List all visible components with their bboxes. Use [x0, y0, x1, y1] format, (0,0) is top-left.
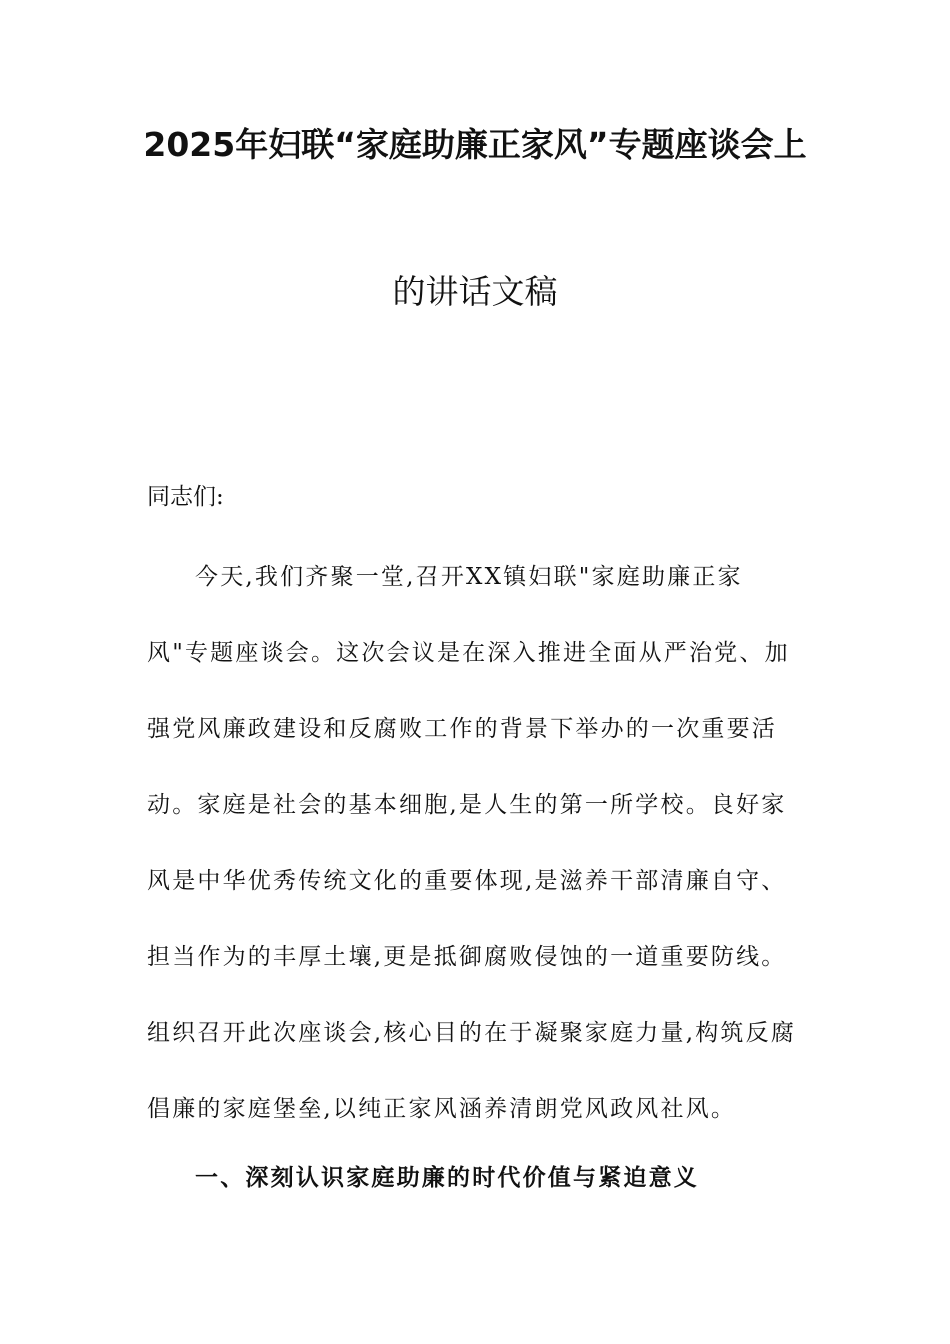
paragraph-line: 组织召开此次座谈会,核心目的在于凝聚家庭力量,构筑反腐 — [147, 1020, 797, 1046]
salutation: 同志们: — [147, 484, 224, 510]
document-title-line-1: 2025年妇联“家庭助廉正家风”专题座谈会上 — [143, 125, 807, 164]
paragraph-line: 风"专题座谈会。这次会议是在深入推进全面从严治党、加 — [147, 640, 790, 666]
section-heading: 一、深刻认识家庭助廉的时代价值与紧迫意义 — [195, 1164, 699, 1191]
paragraph-line: 强党风廉政建设和反腐败工作的背景下举办的一次重要活 — [147, 716, 777, 742]
paragraph-line: 风是中华优秀传统文化的重要体现,是滋养干部清廉自守、 — [147, 868, 787, 894]
paragraph-line: 担当作为的丰厚土壤,更是抵御腐败侵蚀的一道重要防线。 — [147, 944, 787, 970]
document-title-line-2: 的讲话文稿 — [392, 272, 558, 311]
paragraph-line: 倡廉的家庭堡垒,以纯正家风涵养清朗党风政风社风。 — [147, 1096, 737, 1122]
paragraph-line: 动。家庭是社会的基本细胞,是人生的第一所学校。良好家 — [147, 792, 787, 818]
paragraph-line: 今天,我们齐聚一堂,召开XX镇妇联"家庭助廉正家 — [195, 564, 743, 590]
